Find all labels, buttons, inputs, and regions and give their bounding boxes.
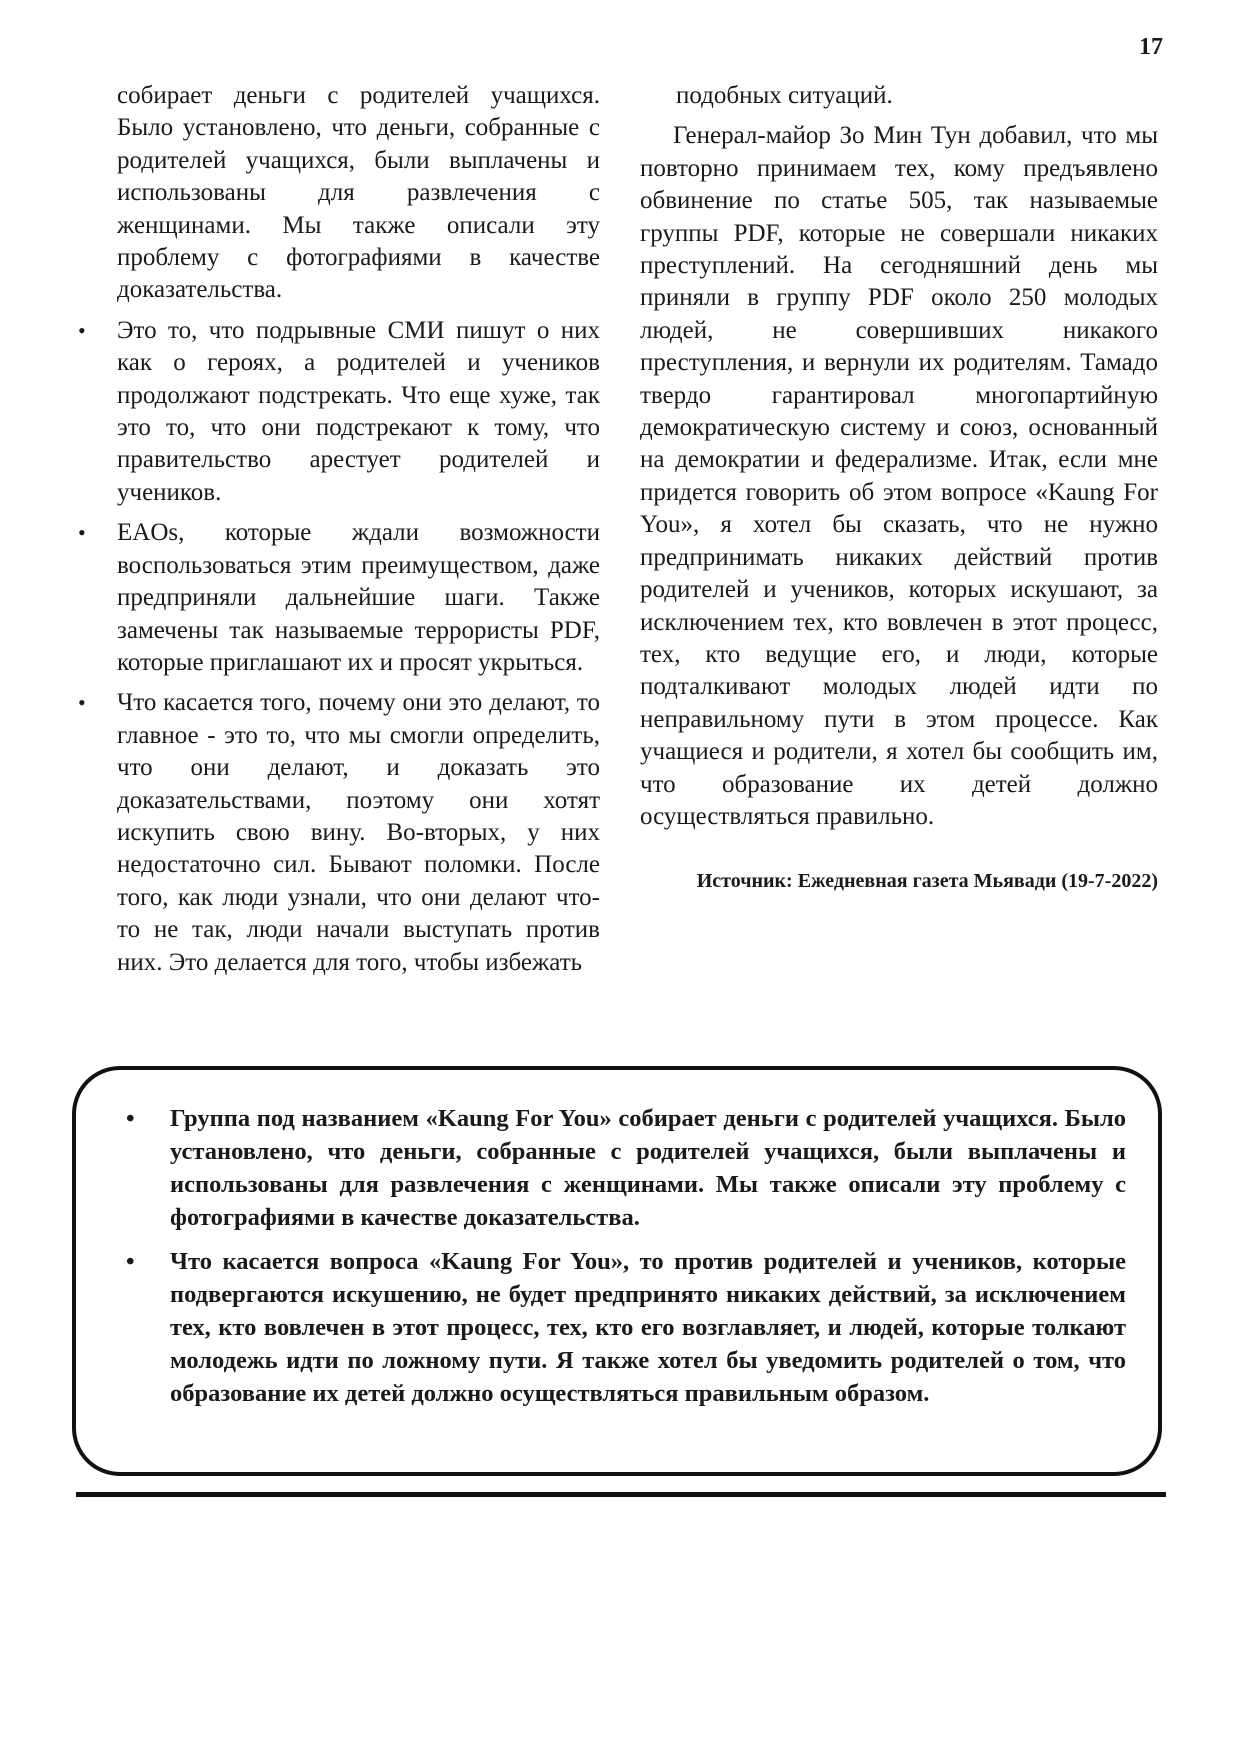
left-continuation-paragraph: собирает деньги с родителей учащихся. Было установлено, что деньги, собранные с родителей учащихся, были выплачены и использованы для развлечения с женщинами. Мы также описали эту проблему с фотографиями в качестве доказательства. <box>117 82 600 304</box>
left-column <box>78 80 600 979</box>
source-citation: Источник: Ежедневная газета Мьявади (19-7-2022) <box>696 870 1158 893</box>
left-bullet-list <box>78 315 600 979</box>
summary-bullet-list <box>104 1102 1126 1410</box>
bullet-item: • Что касается того, почему они это делают, то главное - это то, что мы смогли определить, что они делают, и доказать это доказательствами, поэтому они хотят искупить свою вину. Во-вторых, у них недостаточно сил. Бывают поломки. После того, как люди узнали, что они делают что-то не так, люди начали выступать против них. Это делается для того, чтобы избежать <box>78 687 600 979</box>
bullet-item: • EAOs, которые ждали возможности воспользоваться этим преимуществом, даже предприняли дальнейшие шаги. Также замечены так называемые террористы PDF, которые приглашают их и просят укрыться. <box>78 517 600 679</box>
right-continuation-line: подобных ситуаций. <box>676 82 893 109</box>
summary-bullet-item: • Что касается вопроса «Kaung For You», то против родителей и учеников, которые подвергаются искушению, не будет предпринято никаких действий, за исключением тех, кто вовлечен в этот процесс, тех, кто его возглавляет, и людей, которые толкают молодежь идти по ложному пути. Я также хотел бы уведомить родителей о том, что образование их детей должно осуществляться правильным образом. <box>104 1245 1126 1410</box>
horizontal-divider <box>76 1492 1166 1497</box>
page-number: 17 <box>1139 34 1163 60</box>
summary-box <box>72 1066 1162 1476</box>
bullet-item: • Это то, что подрывные СМИ пишут о них как о героях, а родителей и учеников продолжают подстрекать. Что еще хуже, так это то, что они подстрекают к тому, что правительство арестует родителей и учеников. <box>78 315 600 509</box>
article-paragraph: Генерал-майор Зо Мин Тун добавил, что мы повторно принимаем тех, кому предъявлено обвинение по статье 505, так называемые группы PDF, которые не совершали никаких преступлений. На сегодняшний день мы приняли в группу PDF около 250 молодых людей, не совершивших никакого преступления, и вернули их родителям. Тамадо твердо гарантировал многопартийную демократическую систему и союз, основанный на демократии и федерализме. Итак, если мне придется говорить об этом вопросе «Kaung For You», я хотел бы сказать, что не нужно предпринимать никаких действий против родителей и учеников, которых искушают, за исключением тех, кто вовлечен в этот процесс, тех, кто ведущие его, и люди, которые подталкивают молодых людей идти по неправильному пути в этом процессе. Как учащиеся и родители, я хотел бы сообщить им, что образование их детей должно осуществляться правильно. <box>640 122 1158 830</box>
summary-bullet-item: • Группа под названием «Kaung For You» собирает деньги с родителей учащихся. Было установлено, что деньги, собранные с родителей учащихся, были выплачены и использованы для развлечения с женщинами. Мы также описали эту проблему с фотографиями в качестве доказательства. <box>104 1102 1126 1234</box>
right-column <box>640 80 1158 898</box>
